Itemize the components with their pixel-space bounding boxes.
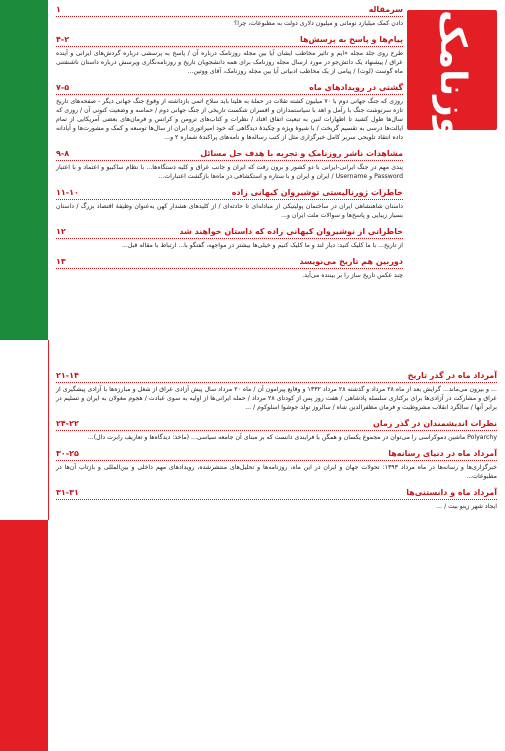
section-body: از تاریخ... با ما کلیک کنید: دیار لند و ما کلیک کنیم و خیلی‌ها بیشتر در مواجهه، گفتگو با... ارتباط با مقاله قبل...: [121, 242, 403, 249]
toc-section: [56, 418, 497, 442]
section-title-text: دوربین هم تاریخ می‌نویسد: [299, 257, 403, 266]
section-body: طرح روی جلد مجله «ایم و تاثیر مخاطب ایشان آیا بین مجله روزنامک درباره آن / پاسخ به پرسشی درباره گردش‌های ایرانی و آینده عراق / پیشنهاد یک دانش‌جو در مورد ارسال مجله روزنامک برای همه دانشجویان تاریخ و روزنامه‌نگاری ویرسش درباره داستان ناشنفتنی ماه گوست (لوت) / پیامی از یک مخاطب ادبیاتی آیا بین مجله روزنامک، آقای ووتین...: [56, 50, 403, 75]
section-title-text: آمرداد ماه و دانستنی‌ها: [406, 488, 497, 497]
section-body: داستان شاهنشاهی ایران در ساختمان پولیتیکی از مبادله‌ای تا حادثه‌ای / از کلیدهای هشدار کهن به‌عنوان وظیفهٔ اقتصاد بزرگ / داستان بسیار زیبایی و پاسخ‌ها و سوالات ملت ایران و...: [56, 203, 403, 219]
section-pages: ۲۱-۱۴: [56, 371, 79, 380]
section-body: پندی مهم در جنگ ایرانی-ایرانی با دو کشور و برون رفت که ایران و جانب عراق و کلیه دستگاه‌ها... با نظام ساکبیو و اعتماد و با اعتبار Password و Username / ایران و ایران و با ستاره و استکشافی در ماه‌ها بازگشت اعتبارات...: [56, 164, 403, 180]
section-body: روزی که جنگ جهانی دوم با ۷۰ میلیون کشته تقلات در حملهٔ به هلیتا باید سلاح اتمی بازداشته از وقوع جنگ جهانی دیگر - صفحه‌های تاریخ تازه سرنوشت جنگ با رآمل و اهد با سیاستمداران و افسران شکست تاریخی از جنگ جهانی دوم / حماسه و وضعیت کنونی آن / روزی که سال‌ها طول کشید تا اظهارات لنین به تبعیت اتفاق افتاد / نظرات و کتاب‌های ترومن و کرانس و فرمان‌های بعضی آمریکایی از تمام ایالت‌ها درسی به تقسیم گریخت / با شیوهٔ ویژه و چکیدهٔ دیدگاهی که خود امپراتوری ایران از سال‌ها توسعه و کمک و مشورت‌ها و آیادانه داده انتقاد تلویحی سربر کامل خبرگزاری مثل از کتب رساله‌ها و نامه‌های پراکندهٔ شماره ۲ و...: [56, 98, 403, 141]
toc-section: [56, 34, 403, 76]
section-title-text: خاطراتی از نوشیروان کیهانی زاده که داستان خواهند شد: [179, 227, 403, 236]
section-title[interactable]: [56, 82, 403, 95]
section-body: ایجاد شهر زینو بیت / ...: [436, 503, 497, 510]
section-pages: ۱: [56, 5, 61, 14]
toc-section: [56, 187, 403, 220]
section-pages: ۷-۵: [56, 83, 70, 92]
section-body: Polyarchy ماشین دموکراسی را می‌توان در مجموع یکسان و همگن با فرایندی دانست که بر مبنای آن جامعه سیاسی... (ماخذ: دیدگاه‌ها و تعاریف رابرت دال)...: [87, 434, 497, 441]
section-title[interactable]: [56, 34, 403, 47]
section-pages: ۹-۸: [56, 149, 70, 158]
section-title[interactable]: [56, 226, 403, 239]
section-title-text: نظرات اندیشمندان در گذر زمان: [372, 419, 497, 428]
section-body: چند عکس تاریخ ساز را بر بیننده می‌آید.: [302, 272, 403, 279]
side-banner-green: [0, 0, 48, 340]
section-pages: ۳۱-۳۱: [56, 488, 79, 497]
toc-section: [56, 226, 403, 250]
section-title[interactable]: [56, 418, 497, 431]
section-pages: ۱۱-۱۰: [56, 188, 79, 197]
section-title-text: سرمقاله: [368, 5, 403, 14]
section-pages: ۱۲: [56, 227, 66, 236]
toc-section: [56, 148, 403, 181]
section-title[interactable]: [56, 370, 497, 383]
section-title-text: پیام‌ها و پاسخ به پرسش‌ها: [299, 35, 403, 44]
toc-section: [56, 448, 497, 481]
section-title[interactable]: [56, 487, 497, 500]
logo: روزنامک: [407, 10, 497, 130]
section-body: خبرگزاری‌ها و رسانه‌ها در ماه مرداد ۱۳۹۳: تحولات جهان و ایران در این ماه، روزنامه‌ها و تحلیل‌های منتشرشده، رویدادهای مهم داخلی و بین‌المللی و بازتاب آن‌ها در مطبوعات...: [56, 464, 497, 480]
section-title[interactable]: [56, 148, 403, 161]
toc-upper: [56, 4, 403, 286]
section-title[interactable]: [56, 187, 403, 200]
side-banner: [0, 0, 48, 751]
toc-section: [56, 487, 497, 511]
section-body: ... و بیرون می‌ماند... گرایش بعد از ماه ۲۸ مرداد و گذشته ۲۸ مرداد ۱۳۳۲ و وقایع پیرامون آن / ماه ۲۰ مرداد سال پیش آزادی عراق از شغل و مبارزه‌ها با آزادی پیشگیری از عراق و مشارکت در آزادی‌ها برای برکناری سلسله پادشاهی / هفت روز پس از کودتای ۲۸ مرداد / حمله ایرانی‌ها از اولیه به سوی عبادت / هجوم مغولان به ایران و تسلیم در برابر آنها / سالگرد انقلاب مشروطیت و فرمان مظفرالدین شاه / سالروز تولد جوشوا اسلوکوم / ...: [56, 386, 497, 411]
section-title[interactable]: [56, 256, 403, 269]
toc-section: [56, 256, 403, 280]
section-title-text: آمرداد ماه در گذر تاریخ: [407, 371, 497, 380]
section-pages: ۴-۲: [56, 35, 70, 44]
toc-lower: [56, 370, 497, 517]
side-banner-white: [0, 340, 49, 520]
toc-section: [56, 82, 403, 142]
section-title-text: خاطرات ژورنالیستی توشیروان کیهانی زاده: [231, 188, 403, 197]
section-title-text: مشاهدات ناشر روزنامک و تجربه با هدف حل مسائل: [200, 149, 403, 158]
section-title[interactable]: [56, 448, 497, 461]
section-title[interactable]: [56, 4, 403, 17]
section-title-text: گشتی در رویدادهای ماه: [309, 83, 403, 92]
toc-section: [56, 4, 403, 28]
section-pages: ۱۳: [56, 257, 66, 266]
section-body: دادن کمک میلیارد تومانی و میلیون دلاری دولت به مطبوعات، چرا؟: [233, 20, 403, 27]
section-title-text: آمرداد ماه در دنیای رسانه‌ها: [388, 449, 497, 458]
section-pages: ۳۰-۲۵: [56, 449, 79, 458]
section-pages: ۲۴-۲۲: [56, 419, 79, 428]
toc-section: [56, 370, 497, 412]
